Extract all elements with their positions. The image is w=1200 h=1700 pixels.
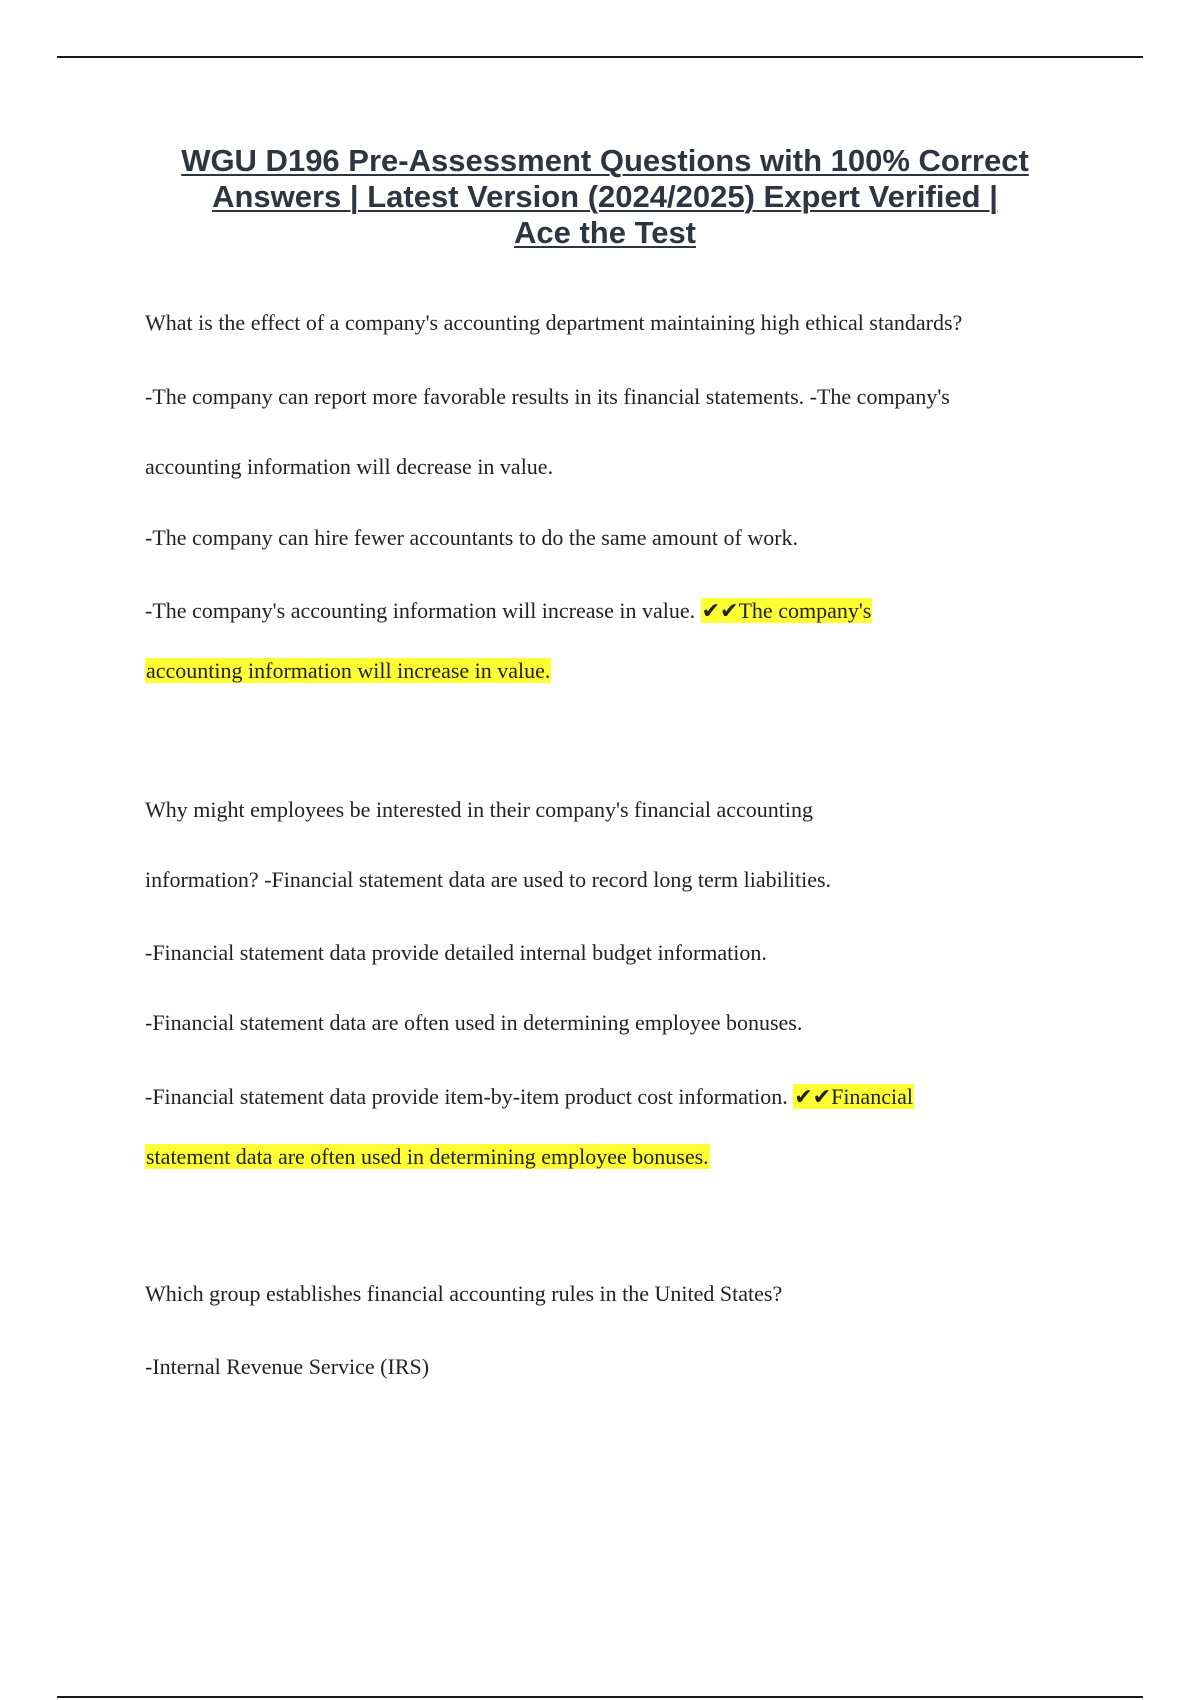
- q1-answer-line: [145, 657, 551, 685]
- q2-question: Why might employees be interested in their company's financial accounting: [145, 797, 814, 822]
- q2-answer-highlight-1: ✔✔Financial: [794, 1084, 913, 1109]
- bottom-divider: [57, 1696, 1143, 1698]
- q2-option-line-3: -Financial statement data provide detailed internal budget information.: [145, 940, 767, 965]
- q1-answer-highlight-1: ✔✔The company's: [701, 598, 872, 623]
- q2-option-line-4: -Financial statement data are often used in determining employee bonuses.: [145, 1010, 803, 1035]
- q3-question: Which group establishes financial accounting rules in the United States?: [145, 1281, 783, 1306]
- q1-option-line-2: -The company can report more favorable results in its financial statements. -The company's: [145, 384, 950, 409]
- q1-answer-highlight-2: accounting information will increase in value.: [146, 658, 551, 683]
- title-line-3: Ace the Test: [513, 215, 697, 250]
- q2-option-5-text: -Financial statement data provide item-by-item product cost information.: [145, 1084, 788, 1109]
- q1-option-5-text: -The company's accounting information will increase in value.: [145, 598, 696, 623]
- q2-answer-highlight-2: statement data are often used in determining employee bonuses.: [146, 1144, 709, 1169]
- q2-answer-line: [145, 1143, 710, 1171]
- document-title: [120, 143, 1090, 251]
- q1-option-line-4: -The company can hire fewer accountants to do the same amount of work.: [145, 525, 799, 550]
- title-line-2: Answers | Latest Version (2024/2025) Expert Verified |: [212, 179, 998, 214]
- q3-option-line-2: -Internal Revenue Service (IRS): [145, 1354, 430, 1379]
- q1-option-line-5: [145, 597, 872, 625]
- title-line-1: WGU D196 Pre-Assessment Questions with 100% Correct: [181, 143, 1029, 178]
- top-divider: [57, 56, 1143, 58]
- q2-option-line-2: information? -Financial statement data are used to record long term liabilities.: [145, 867, 832, 892]
- q1-option-line-3: accounting information will decrease in value.: [145, 454, 554, 479]
- q1-question: What is the effect of a company's accounting department maintaining high ethical standards?: [145, 310, 963, 335]
- q2-option-line-5: [145, 1083, 914, 1111]
